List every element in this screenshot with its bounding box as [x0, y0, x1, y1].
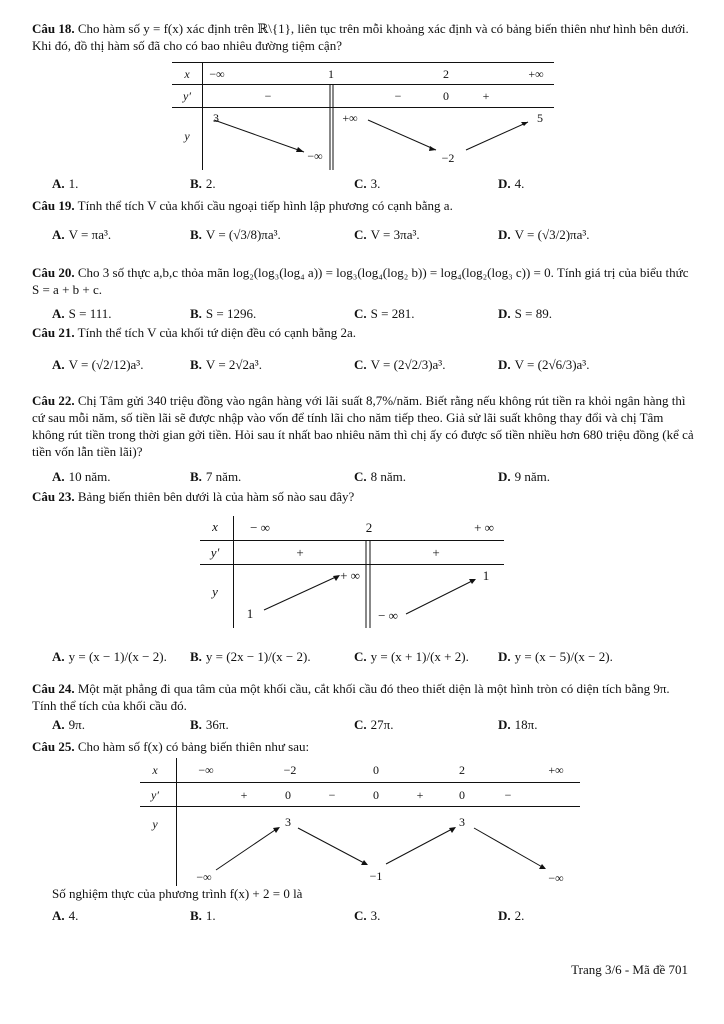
options-19	[32, 226, 694, 248]
x-val: −∞	[209, 67, 225, 81]
question-text: Bảng biến thiên bên dưới là của hàm số nào sau đây?	[77, 489, 355, 504]
option-c[interactable]: C. 27π.	[354, 717, 394, 732]
sign: +	[432, 545, 440, 560]
y-label: y	[184, 129, 190, 143]
question-24	[32, 680, 694, 714]
variation-table-18	[172, 62, 554, 170]
y-label: y	[152, 817, 158, 831]
option-b[interactable]: B. 7 năm.	[190, 469, 242, 484]
question-label: Câu 21.	[32, 325, 75, 340]
sign: 0	[443, 89, 449, 103]
arrow-up-1	[264, 576, 338, 610]
options-20	[32, 305, 694, 325]
question-label: Câu 20.	[32, 265, 75, 280]
sign: +	[240, 788, 248, 802]
options-22	[32, 468, 694, 488]
option-a[interactable]: A. 4.	[52, 908, 79, 923]
arrow-down-2	[298, 828, 366, 864]
x-val: 2	[365, 520, 373, 535]
question-label: Câu 18.	[32, 21, 75, 36]
question-22	[32, 392, 694, 460]
y-val: −2	[441, 151, 455, 165]
x-val: −2	[283, 763, 297, 777]
option-c[interactable]: C. 3.	[354, 176, 381, 191]
question-20	[32, 264, 694, 298]
arrow-up-1	[216, 828, 278, 870]
sign: −	[394, 89, 402, 103]
y-label: y	[212, 584, 218, 599]
option-a[interactable]: A. y = (x − 1)/(x − 2).	[52, 649, 167, 664]
y-val: 3	[213, 111, 219, 125]
option-a[interactable]: A. 9π.	[52, 717, 85, 732]
x-label: x	[184, 67, 190, 81]
sign: +	[482, 89, 490, 103]
yp-label: y′	[210, 545, 220, 560]
option-d[interactable]: D. V = (2√6/3)a³.	[498, 357, 590, 372]
x-val: −∞	[198, 763, 214, 777]
y-val: 5	[537, 111, 543, 125]
arrow-up-3	[386, 828, 454, 864]
y-val: + ∞	[340, 568, 360, 583]
x-val: 2	[443, 67, 449, 81]
option-d[interactable]: D. V = (√3/2)πa³.	[498, 227, 590, 242]
option-a[interactable]: A. 1.	[52, 176, 79, 191]
arrow-down-2	[368, 120, 436, 150]
question-text: Tính thể tích V của khối tứ diện đều có cạnh bằng 2a.	[77, 325, 357, 340]
sign: −	[328, 788, 336, 802]
x-val: + ∞	[474, 520, 494, 535]
sign: 0	[285, 788, 291, 802]
variation-table-25	[140, 758, 580, 886]
question-label: Câu 23.	[32, 489, 75, 504]
option-d[interactable]: D. 2.	[498, 908, 525, 923]
option-d[interactable]: D. 18π.	[498, 717, 538, 732]
option-b[interactable]: B. y = (2x − 1)/(x − 2).	[190, 649, 311, 664]
option-b[interactable]: B. V = (√3/8)πa³.	[190, 227, 281, 242]
x-label: x	[152, 763, 158, 777]
arrow-down-1	[214, 120, 304, 152]
variation-table-23	[200, 516, 504, 628]
option-c[interactable]: C. 8 năm.	[354, 469, 407, 484]
option-c[interactable]: C. V = (2√2/3)a³.	[354, 357, 446, 372]
x-val: 0	[373, 763, 379, 777]
option-d[interactable]: D. S = 89.	[498, 306, 552, 321]
option-d[interactable]: D. 9 năm.	[498, 469, 551, 484]
yp-label: y′	[183, 89, 191, 103]
yp-label: y′	[151, 788, 159, 802]
y-val: −1	[369, 869, 383, 883]
y-val: 3	[285, 815, 291, 829]
option-a[interactable]: A. S = 111.	[52, 306, 112, 321]
sign: −	[504, 788, 512, 802]
sign: 0	[373, 788, 379, 802]
option-b[interactable]: B. 1.	[190, 908, 216, 923]
x-val: 2	[459, 763, 465, 777]
question-label: Câu 25.	[32, 739, 75, 754]
option-c[interactable]: C. V = 3πa³.	[354, 227, 420, 242]
sign: +	[296, 545, 304, 560]
sign: 0	[459, 788, 465, 802]
options-23	[32, 648, 694, 670]
option-c[interactable]: C. S = 281.	[354, 306, 415, 321]
question-25	[32, 738, 694, 755]
question-text: Một mặt phẳng đi qua tâm của một khối cầu, cắt khối cầu đó theo thiết diện là một hình tròn có diện tích bằng 9π. Tính thể tích của khối cầu đó.	[32, 681, 670, 713]
question-text: Cho 3 số thực a,b,c thỏa mãn log₂(log₃(log₄ a)) = log₃(log₄(log₂ b)) = log₄(log₂(log₃ c)) = 0. Tính giá trị của biểu thức S = a + b + c.	[32, 265, 689, 297]
option-b[interactable]: B. V = 2√2a³.	[190, 357, 262, 372]
x-val: +∞	[528, 67, 544, 81]
y-val: 1	[482, 568, 490, 583]
question-text: Tính thể tích V của khối cầu ngoại tiếp hình lập phương có cạnh bằng a.	[77, 198, 453, 213]
question-text: Cho hàm số y = f(x) xác định trên ℝ\{1}, liên tục trên mỗi khoảng xác định và có bảng biến thiên như hình bên dưới. Khi đó, đồ thị hàm số đã cho có bao nhiêu đường tiệm cận?	[32, 21, 689, 53]
y-val: −∞	[196, 870, 212, 884]
question-label: Câu 22.	[32, 393, 75, 408]
y-val: −∞	[307, 149, 323, 163]
option-d[interactable]: D. y = (x − 5)/(x − 2).	[498, 649, 613, 664]
option-a[interactable]: A. V = (√2/12)a³.	[52, 357, 144, 372]
y-val: − ∞	[378, 608, 398, 623]
x-val: +∞	[548, 763, 564, 777]
y-val: +∞	[342, 111, 358, 125]
option-a[interactable]: A. V = πa³.	[52, 227, 112, 242]
question-label: Câu 19.	[32, 198, 75, 213]
options-24	[32, 716, 694, 736]
option-c[interactable]: C. y = (x + 1)/(x + 2).	[354, 649, 469, 664]
question-19	[32, 197, 694, 214]
x-val: 1	[328, 67, 334, 81]
option-c[interactable]: C. 3.	[354, 908, 381, 923]
question-25-text2: Số nghiệm thực của phương trình f(x) + 2 = 0 là	[52, 886, 303, 901]
y-val: 1	[246, 606, 254, 621]
question-text: Chị Tâm gửi 340 triệu đồng vào ngân hàng với lãi suất 8,7%/năm. Biết rằng nếu không rút tiền ra khỏi ngân hàng thì cứ sau mỗi năm, số tiền lãi sẽ được nhập vào vốn để tính lãi cho năm tiếp theo. Giả sử lãi suất không thay đổi và chị Tâm không rút tiền trong thời gian gởi tiền. Hỏi sau ít nhất bao nhiêu năm thì chị ấy có được số tiền nhiều hơn 680 triệu đồng (kể cả tiền vốn lẫn tiền lãi)?	[32, 393, 694, 459]
question-18	[32, 20, 694, 54]
arrow-up-2	[406, 580, 474, 614]
options-25	[32, 907, 694, 927]
option-d[interactable]: D. 4.	[498, 176, 525, 191]
x-label: x	[212, 519, 218, 534]
option-b[interactable]: B. 36π.	[190, 717, 229, 732]
question-label: Câu 24.	[32, 681, 75, 696]
arrow-down-4	[474, 828, 544, 868]
page-footer: Trang 3/6 - Mã đề 701	[571, 962, 688, 977]
y-val: 3	[459, 815, 465, 829]
options-18	[32, 175, 694, 195]
sign: −	[264, 89, 272, 103]
question-text: Cho hàm số f(x) có bảng biến thiên như sau:	[77, 739, 310, 754]
option-b[interactable]: B. 2.	[190, 176, 216, 191]
question-21	[32, 324, 694, 341]
x-val: − ∞	[250, 520, 270, 535]
question-23	[32, 488, 694, 505]
y-val: −∞	[548, 871, 564, 885]
arrow-up-3	[466, 122, 528, 150]
option-b[interactable]: B. S = 1296.	[190, 306, 257, 321]
options-21	[32, 356, 694, 378]
sign: +	[416, 788, 424, 802]
option-a[interactable]: A. 10 năm.	[52, 469, 111, 484]
